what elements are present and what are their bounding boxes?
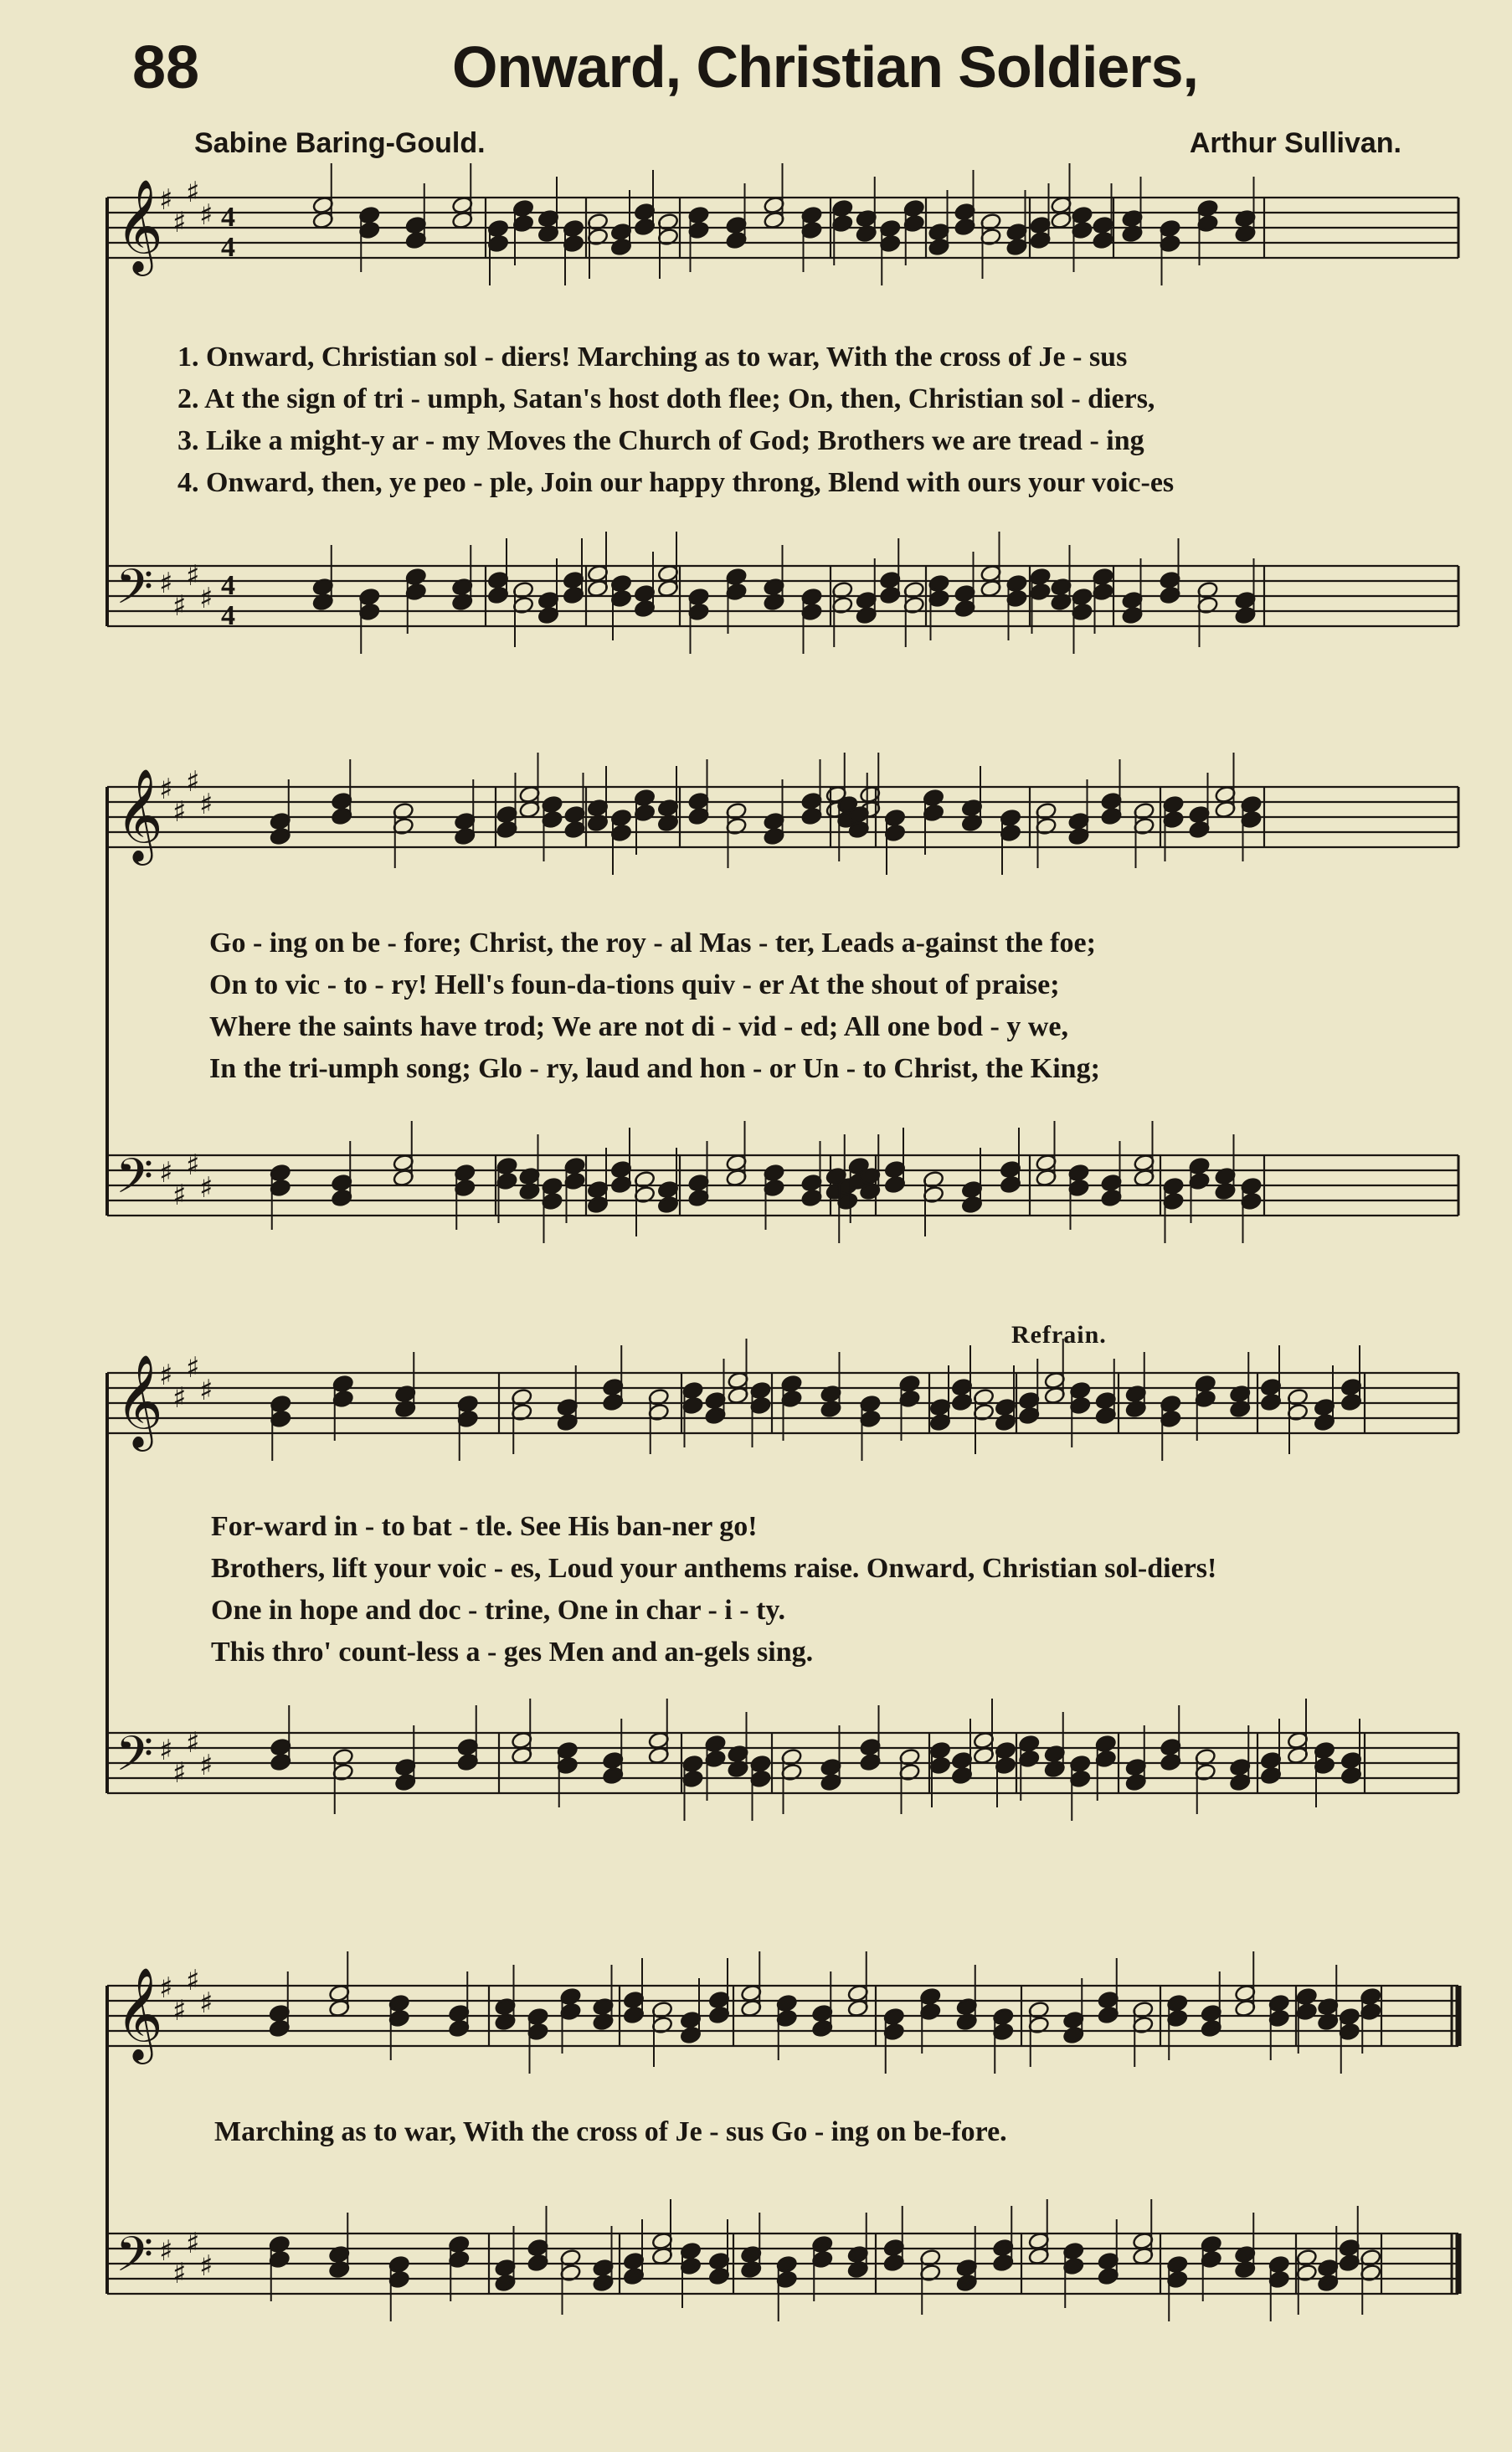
sharp-icon: ♯ <box>172 795 187 829</box>
sharp-icon: ♯ <box>199 1171 213 1205</box>
sharp-icon: ♯ <box>159 1156 173 1190</box>
lyric-line: This thro' count-less a - ges Men and an-gels sing. <box>211 1637 814 1668</box>
time-signature-bottom: 4 <box>221 600 235 631</box>
sharp-icon: ♯ <box>159 567 173 600</box>
sharp-icon: ♯ <box>199 1749 213 1782</box>
lyric-line: Brothers, lift your voic - es, Loud your anthems raise. Onward, Christian sol-diers! <box>211 1553 1217 1584</box>
sharp-icon: ♯ <box>186 2227 200 2260</box>
treble-clef-icon: 𝄞 <box>116 1354 163 1447</box>
sharp-icon: ♯ <box>172 2257 187 2290</box>
sharp-icon: ♯ <box>186 1351 200 1385</box>
sharp-icon: ♯ <box>159 1971 173 2005</box>
lyric-line: 4. Onward, then, ye peo - ple, Join our happy throng, Blend with ours your voic-es <box>177 467 1175 498</box>
sharp-icon: ♯ <box>186 176 200 209</box>
sharp-icon: ♯ <box>199 788 213 821</box>
sharp-icon: ♯ <box>159 1734 173 1767</box>
sharp-icon: ♯ <box>186 1964 200 1997</box>
sharp-icon: ♯ <box>186 559 200 593</box>
lyric-line: Marching as to war, With the cross of Je - sus Go - ing on be-fore. <box>214 2116 1007 2147</box>
sharp-icon: ♯ <box>186 765 200 799</box>
hymn-title: Onward, Christian Soldiers, <box>452 34 1198 100</box>
bass-clef-icon: 𝄢 <box>116 558 154 627</box>
lyric-line: In the tri-umph song; Glo - ry, laud and hon - or Un - to Christ, the King; <box>209 1053 1100 1084</box>
sharp-icon: ♯ <box>172 1994 187 2028</box>
composer-credit: Arthur Sullivan. <box>1189 127 1401 159</box>
lyric-line: Go - ing on be - fore; Christ, the roy - al Mas - ter, Leads a-gainst the foe; <box>209 928 1096 959</box>
sharp-icon: ♯ <box>159 773 173 806</box>
lyric-line: Where the saints have trod; We are not di - vid - ed; All one bod - y we, <box>209 1011 1068 1042</box>
time-signature-top: 4 <box>221 570 235 601</box>
sharp-icon: ♯ <box>199 198 213 232</box>
sharp-icon: ♯ <box>172 589 187 623</box>
page-number: 88 <box>132 34 200 101</box>
bass-clef-icon: 𝄢 <box>116 2226 154 2295</box>
bass-clef-icon: 𝄢 <box>116 1148 154 1216</box>
sharp-icon: ♯ <box>199 582 213 615</box>
sharp-icon: ♯ <box>159 2234 173 2268</box>
sharp-icon: ♯ <box>186 1726 200 1760</box>
time-signature-top: 4 <box>221 202 235 233</box>
sharp-icon: ♯ <box>199 1987 213 2020</box>
lyric-line: On to vic - to - ry! Hell's foun-da-tions quiv - er At the shout of praise; <box>209 969 1060 1000</box>
sharp-icon: ♯ <box>172 1756 187 1790</box>
sharp-icon: ♯ <box>172 1179 187 1212</box>
sharp-icon: ♯ <box>172 1381 187 1415</box>
sharp-icon: ♯ <box>199 2249 213 2283</box>
refrain-label: Refrain. <box>1011 1321 1107 1349</box>
lyric-line: 3. Like a might-y ar - my Moves the Church of God; Brothers we are tread - ing <box>177 425 1144 456</box>
time-signature-bottom: 4 <box>221 232 235 263</box>
treble-clef-icon: 𝄞 <box>116 768 163 861</box>
sharp-icon: ♯ <box>172 206 187 239</box>
sharp-icon: ♯ <box>199 1374 213 1407</box>
lyric-line: 1. Onward, Christian sol - diers! Marching as to war, With the cross of Je - sus <box>177 342 1128 373</box>
sharp-icon: ♯ <box>159 1359 173 1392</box>
treble-clef-icon: 𝄞 <box>116 1966 163 2060</box>
sharp-icon: ♯ <box>159 183 173 217</box>
lyric-line: One in hope and doc - trine, One in char - i - ty. <box>211 1595 786 1626</box>
lyricist-credit: Sabine Baring-Gould. <box>194 127 486 159</box>
lyric-line: For-ward in - to bat - tle. See His ban-ner go! <box>211 1511 758 1542</box>
sharp-icon: ♯ <box>186 1149 200 1182</box>
lyric-line: 2. At the sign of tri - umph, Satan's host doth flee; On, then, Christian sol - diers, <box>177 383 1155 414</box>
bass-clef-icon: 𝄢 <box>116 1725 154 1794</box>
treble-clef-icon: 𝄞 <box>116 178 163 272</box>
